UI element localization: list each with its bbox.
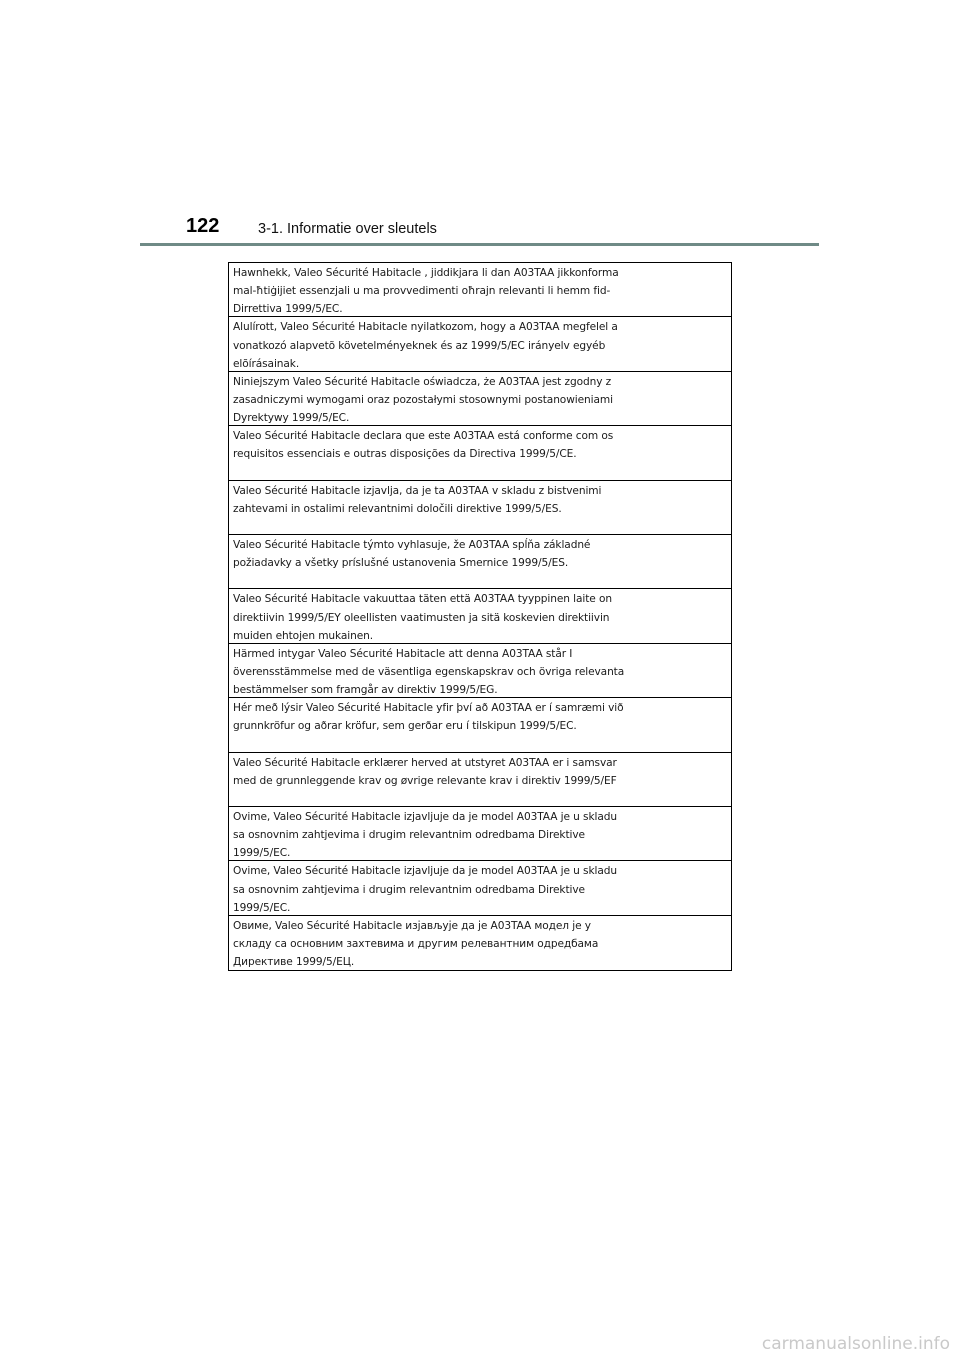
declaration-row-slovak: Valeo Sécurité Habitacle týmto vyhlasuje, že A03TAA spĺňa základné požiadavky a všetky príslušné ustanovenia Smernice 1999/5/ES.: [229, 535, 731, 589]
page-header: [140, 214, 820, 244]
declaration-row-serbian: Овиме, Valeo Sécurité Habitacle изјављује да је A03TAA модел је у складу са основним захтевима и другим релевантним одредбама Директиве 1999/5/ЕЦ.: [233, 919, 599, 969]
header-rule: [140, 243, 819, 246]
declaration-row-croatian: Ovime, Valeo Sécurité Habitacle izjavljuje da je model A03TAA je u skladu sa osnovnim zahtjevima i drugim relevantnim odredbama Direktive 1999/5/EC.: [229, 807, 731, 861]
declaration-row-slovenian: Valeo Sécurité Habitacle izjavlja, da je ta A03TAA v skladu z bistvenimi zahtevami in ostalimi relevantnimi določili direktive 1999/5/ES.: [229, 481, 731, 535]
section-title: 3-1. Informatie over sleutels: [258, 221, 437, 237]
declaration-table: [228, 262, 732, 971]
declaration-row-icelandic: Hér með lýsir Valeo Sécurité Habitacle yfir því að A03TAA er í samræmi við grunnkröfur og aðrar kröfur, sem gerðar eru í tilskipun 1999/5/EC.: [229, 698, 731, 752]
declaration-row-swedish: Härmed intygar Valeo Sécurité Habitacle att denna A03TAA står I överensstämmelse med de väsentliga egenskapskrav och övriga relevanta bestämmelser som framgår av direktiv 1999/5/EG.: [229, 644, 731, 698]
footer-watermark: carmanualsonline.info: [761, 1334, 950, 1354]
page-number: 122: [186, 215, 220, 237]
declaration-row-norwegian: Valeo Sécurité Habitacle erklærer herved at utstyret A03TAA er i samsvar med de grunnleggende krav og øvrige relevante krav i direktiv 1999/5/EF: [229, 753, 731, 807]
declaration-row-polish: Niniejszym Valeo Sécurité Habitacle oświadcza, że A03TAA jest zgodny z zasadniczymi wymogami oraz pozostałymi stosownymi postanowieniami Dyrektywy 1999/5/EC.: [229, 372, 731, 426]
declaration-row-hungarian: Alulírott, Valeo Sécurité Habitacle nyilatkozom, hogy a A03TAA megfelel a vonatkozó alapvetõ követelményeknek és az 1999/5/EC irányelv egyéb elõírásainak.: [229, 317, 731, 371]
declaration-row-finnish: Valeo Sécurité Habitacle vakuuttaa täten että A03TAA tyyppinen laite on direktiivin 1999/5/EY oleellisten vaatimusten ja sitä koskevien direktiivin muiden ehtojen mukainen.: [229, 589, 731, 643]
declaration-row-maltese: Hawnhekk, Valeo Sécurité Habitacle , jiddikjara li dan A03TAA jikkonforma mal-ħtiġijiet essenzjali u ma provvedimenti oħrajn relevanti li hemm fid- Dirrettiva 1999/5/EC.: [229, 263, 731, 317]
declaration-row-portuguese: Valeo Sécurité Habitacle declara que este A03TAA está conforme com os requisitos essenciais e outras disposições da Directiva 1999/5/CE.: [229, 426, 731, 480]
declaration-row-bosnian: Ovime, Valeo Sécurité Habitacle izjavljuje da je model A03TAA je u skladu sa osnovnim zahtjevima i drugim relevantnim odredbama Direktive 1999/5/EC.: [229, 861, 731, 915]
